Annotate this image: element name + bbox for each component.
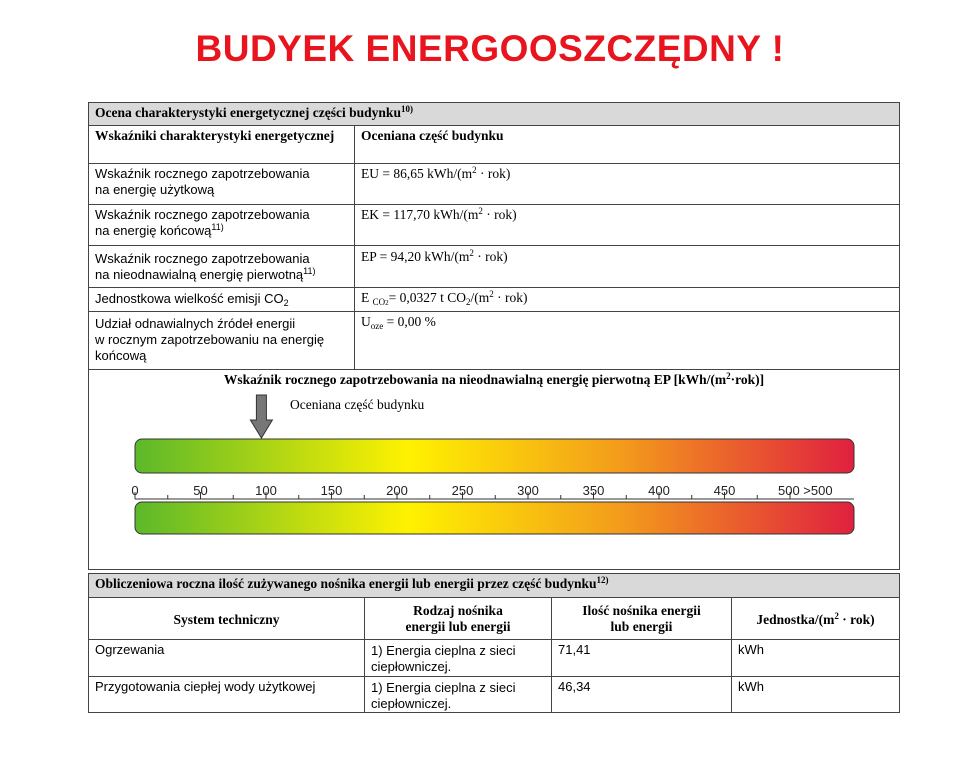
col-header-unit: Jednostka/$(m^2 \cdot rok)$ [756,611,875,627]
scale-tick-label: 300 [517,483,539,498]
scale-tick-label: 500 >500 [778,483,833,498]
scale-tick-label: 200 [386,483,408,498]
row-label-oze: Udział odnawialnych źródeł energii w rocznym zapotrzebowaniu na energię końcową [95,316,325,363]
row-label-ep: Wskaźnik rocznego zapotrzebowania na nieodnawialną energię pierwotną$^{11)}$ [95,251,316,282]
row-value-eu: EU = 86,65 kWh/$(m^2 \cdot rok)$ [361,165,511,181]
table-row-amount: 46,34 [558,679,591,694]
col-header-system: System techniczny [173,612,280,627]
scale-tick-label: 0 [131,483,139,498]
col-header-amount: Ilość nośnika energii lub energii [582,603,701,634]
row-label-ek: Wskaźnik rocznego zapotrzebowania na energię końcową$^{11)}$ [95,207,310,238]
section1-title: Ocena charakterystyki energetycznej części budynku$^{10)}$ [88,102,900,126]
col-header-indicators: Wskaźniki charakterystyki energetycznej [95,128,335,143]
table-row-system: Przygotowania ciepłej wody użytkowej [95,679,316,694]
scale-tick-label: 350 [582,483,605,498]
col-header-evaluated-part: Oceniana część budynku [361,128,504,143]
page-headline: BUDYEK ENERGOOSZCZĘDNY ! [195,28,785,69]
row-value-oze: $U_{oze} = 0,00$ % [361,314,436,331]
scale-bar-top [135,439,854,473]
ep-color-scale [128,392,868,542]
table-row-carrier: 1) Energia cieplna z sieci ciepłowniczej. [371,643,516,674]
row-label-co2: Jednostkowa wielkość emisji $CO_2$ [95,291,289,308]
table-row-amount: 71,41 [558,642,591,657]
section2-title: Obliczeniowa roczna ilość zużywanego nośnika energii lub energii przez część budynku$^{12)}$ [88,573,900,598]
marker-label: Oceniana część budynku [290,397,425,412]
scale-tick-label: 250 [451,483,474,498]
scale-bar-bottom [135,502,854,534]
table-row-unit: kWh [738,679,764,694]
scale-tick-label: 50 [193,483,208,498]
row-value-ep: EP = 94,20 kWh/$(m^2 \cdot rok)$ [361,248,508,264]
marker-arrow-icon [250,395,272,438]
scale-tick-label: 400 [648,483,670,498]
scale-tick-label: 150 [320,483,343,498]
row-label-eu: Wskaźnik rocznego zapotrzebowania na energię użytkową [95,166,310,197]
scale-tick-label: 450 [713,483,736,498]
table-row-system: Ogrzewania [95,642,165,657]
row-value-ek: EK = 117,70 kWh/$(m^2 \cdot rok)$ [361,206,517,222]
table-row-unit: kWh [738,642,764,657]
table-row-carrier: 1) Energia cieplna z sieci ciepłowniczej. [371,680,516,711]
ep-scale-title: Wskaźnik rocznego zapotrzebowania na nieodnawialną energię pierwotną EP $[kWh/(m^2\cdot rok)]$ [223,371,765,387]
scale-tick-label: 100 [255,483,277,498]
col-header-carrier: Rodzaj nośnika energii lub energii [405,603,511,634]
row-value-co2: E $_{CO2}$= 0,0327 t $CO_2/(m^2 \cdot rok)$ [361,289,528,307]
